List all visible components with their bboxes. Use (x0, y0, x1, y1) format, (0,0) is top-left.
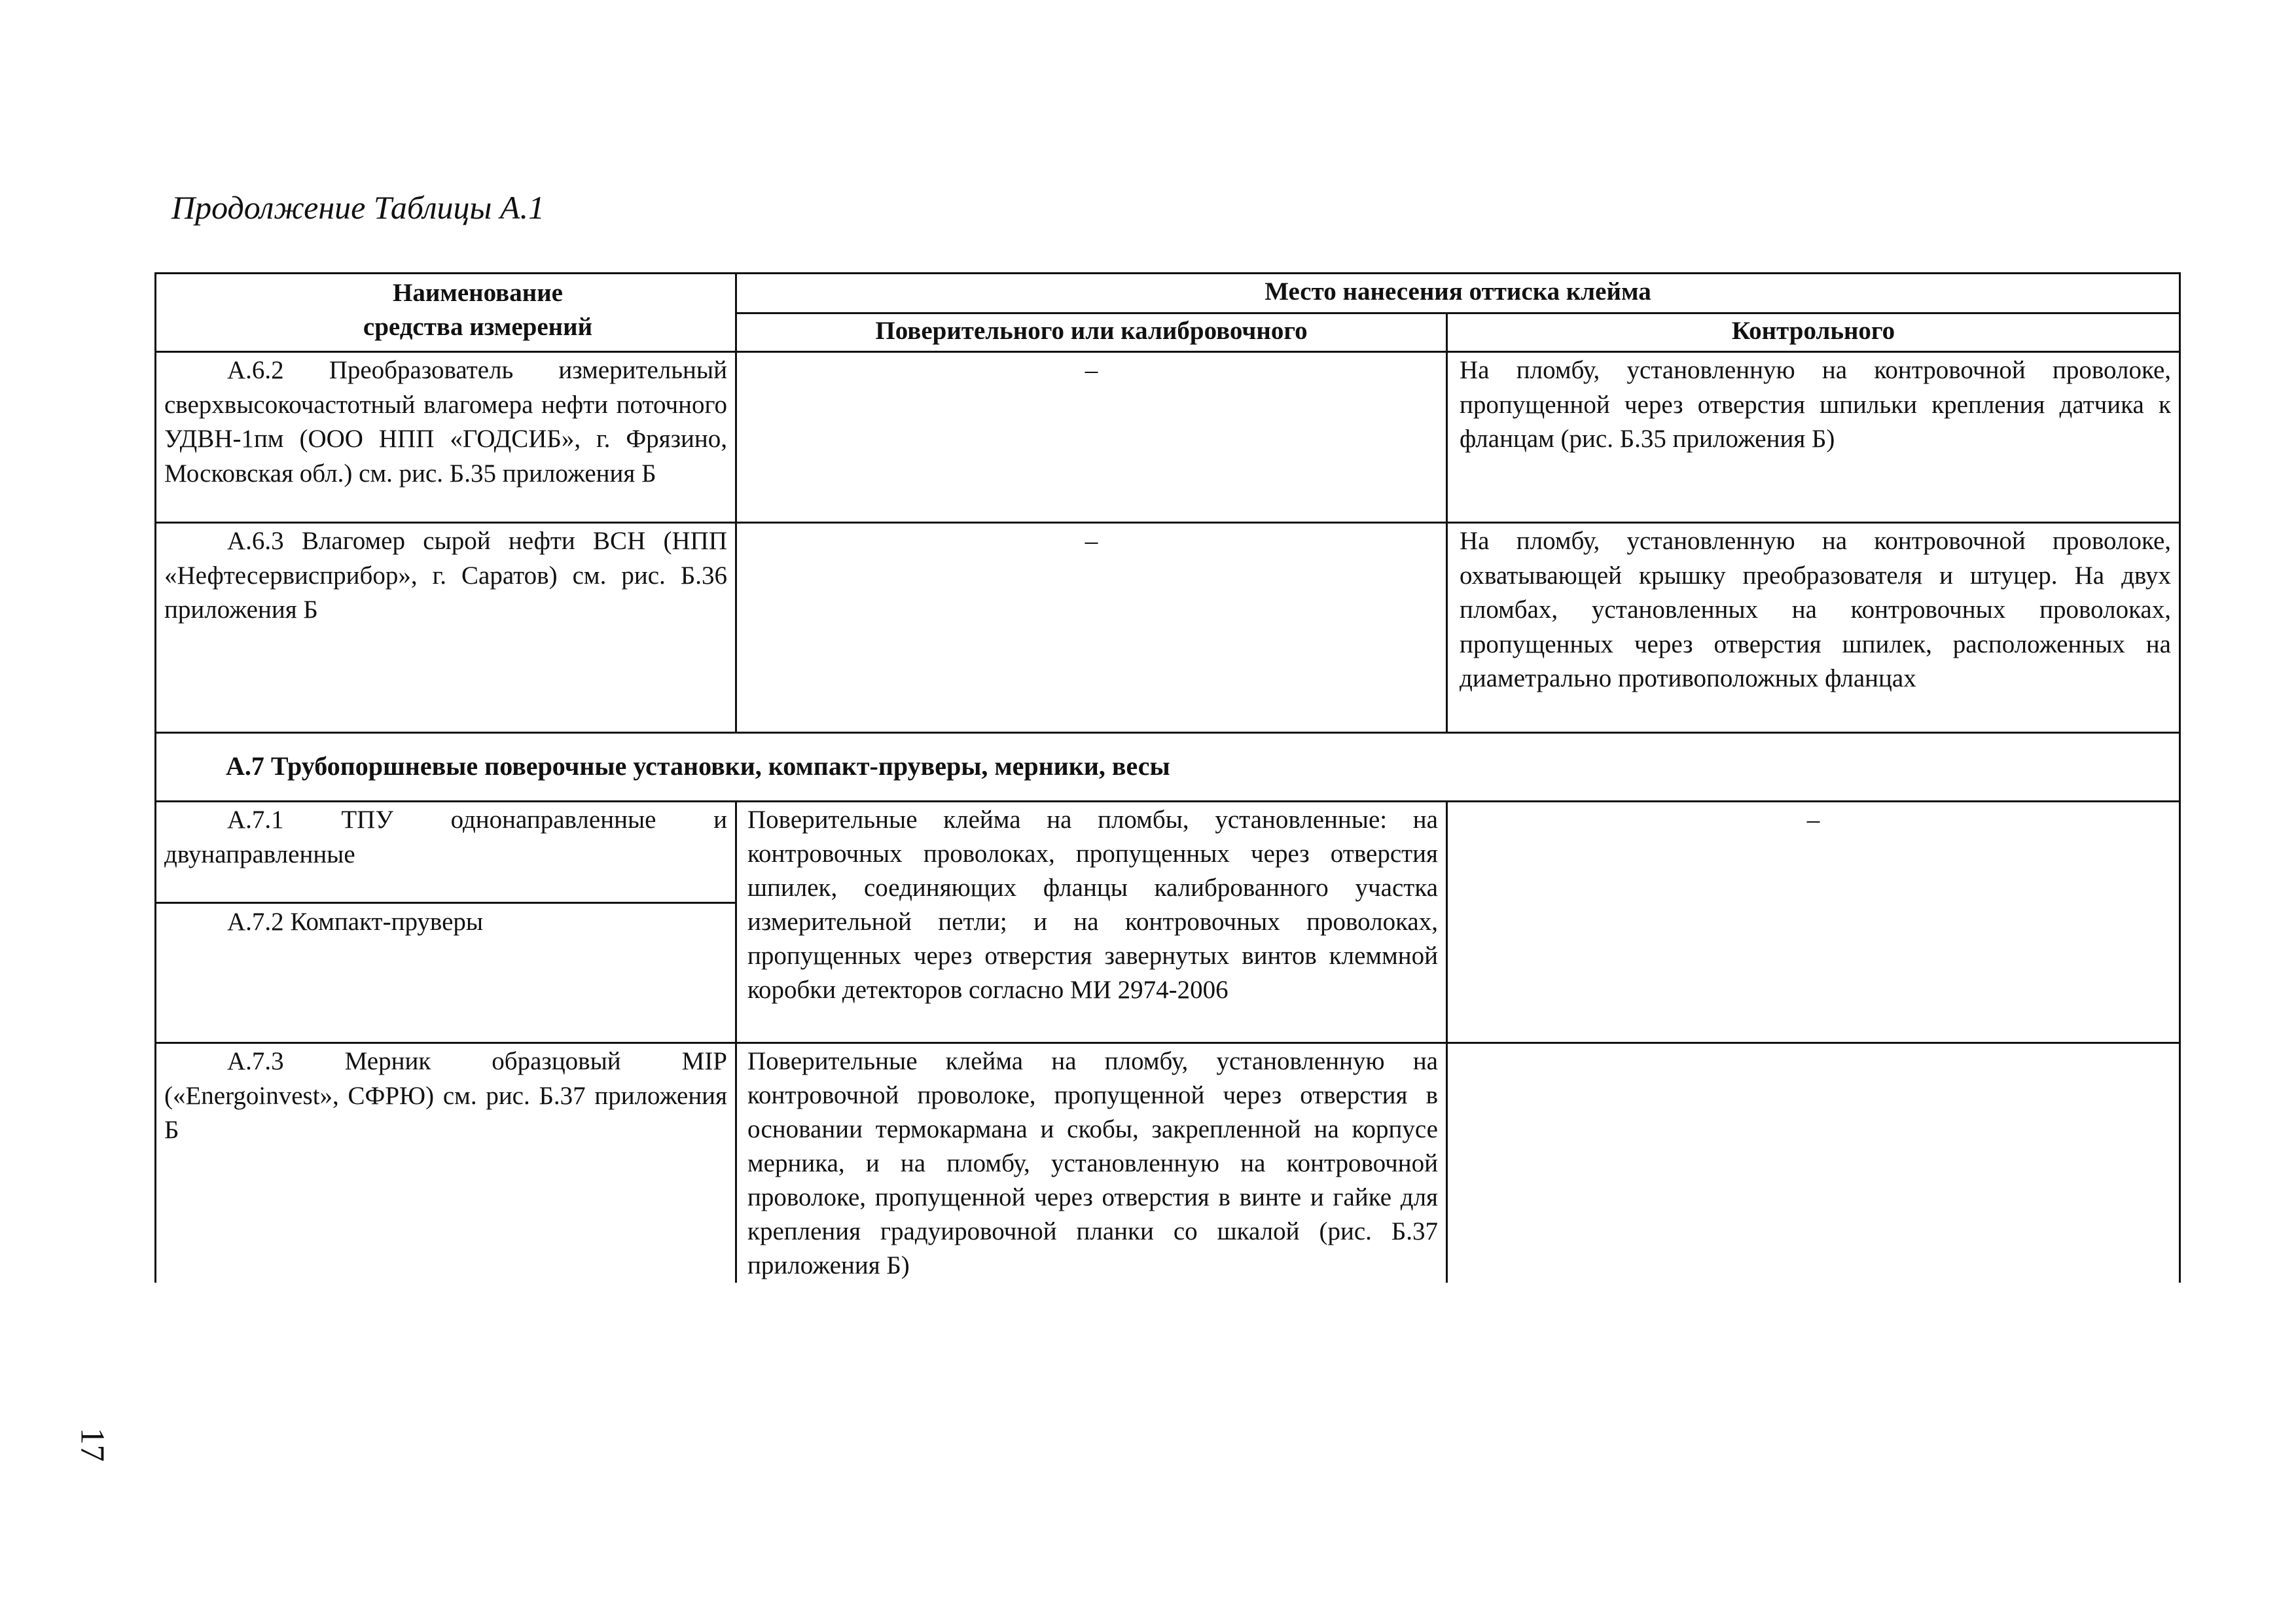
row-a62-verify: – (1085, 356, 1098, 384)
row-a63-control: На пломбу, установленную на контровочной проволоке, охватывающей крышку преобразователя и штуцер. На двух пломбах, установленных на контровочных проволоках, пропущенных через отверстия шпилек, расположенных на диаметрально противоположных фланцах (1460, 527, 2171, 692)
header-control-column: Контрольного (1731, 317, 1895, 345)
table-border-right (2179, 272, 2181, 1283)
header-bottom-line (154, 351, 2181, 353)
row-a73-verify: Поверительные клейма на пломбу, установленную на контровочной проволоке, пропущенной через отверстия в основании термокармана и скобы, закрепленной на корпусе мерника, и на пломбу, установленную на контровочной проволоке, пропущенной через отверстия в винте и гайке для крепления градуировочной планки со шкалой (рис. Б.37 приложения Б) (747, 1047, 1438, 1279)
row-divider (154, 522, 2181, 524)
row-a73-control (1448, 1044, 2179, 1283)
row-divider (154, 1042, 2181, 1044)
row-a63-name: А.6.3 Влагомер сырой нефти ВСН (НПП «Нефтесервисприбор», г. Саратов) см. рис. Б.36 приложения Б (164, 527, 727, 624)
header-stamp-location: Место нанесения оттиска клейма (1265, 277, 1651, 306)
section-divider (154, 800, 2181, 802)
header-verify-column: Поверительного или калибровочного (875, 317, 1308, 345)
row-divider (154, 902, 736, 904)
row-a63-verify: – (1085, 527, 1098, 555)
row-a62-name: А.6.2 Преобразователь измерительный сверхвысокочастотный влагомера нефти поточного УДВН-1пм (ООО НПП «ГОДСИБ», г. Фрязино, Московская обл.) см. рис. Б.35 приложения Б (164, 356, 727, 488)
page-number: 17 (73, 1427, 111, 1462)
row-a73-name: А.7.3 Мерник образцовый МIР («Energoinvest», СФРЮ) см. рис. Б.37 приложения Б (164, 1047, 727, 1144)
table-caption: Продолжение Таблицы А.1 (171, 189, 545, 226)
row-a72-name: А.7.2 Компакт-пруверы (227, 908, 484, 936)
row-divider (154, 732, 2181, 734)
row-a62-control: На пломбу, установленную на контровочной проволоке, пропущенной через отверстия шпильки крепления датчика к фланцам (рис. Б.35 приложения Б) (1460, 356, 2171, 453)
table-border-top (154, 272, 2181, 274)
row-a71-a72-verify: Поверительные клейма на пломбы, установленные: на контровочных проволоках, пропущенных через отверстия шпилек, соединяющих фланцы калиброванного участка измерительной петли; и на контровочных проволоках, пропущенных через отверстия завернутых винтов клеммной коробки детекторов согласно МИ 2974-2006 (747, 806, 1438, 1004)
row-a71-name: А.7.1 ТПУ однонаправленные и двунаправленные (164, 806, 727, 868)
section-a7-title: А.7 Трубопоршневые поверочные установки, компакт-пруверы, мерники, весы (226, 751, 1170, 781)
header-name-column: Наименование средства измерений (363, 279, 593, 341)
row-a71-a72-control: – (1806, 806, 1820, 834)
